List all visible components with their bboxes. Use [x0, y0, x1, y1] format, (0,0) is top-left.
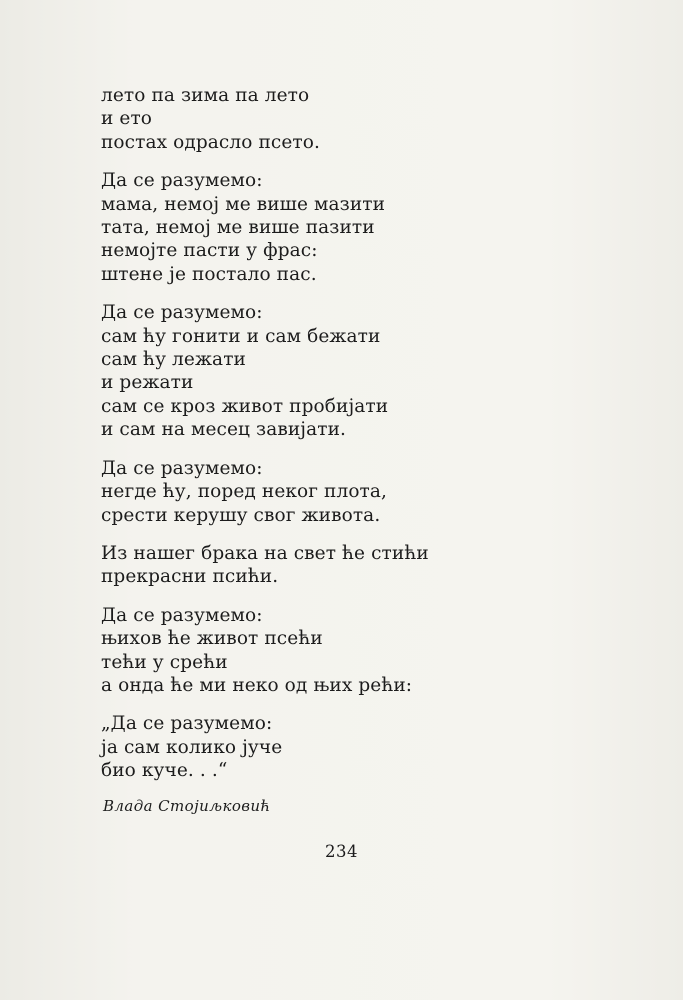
poem-line: штене је постало пас. — [101, 263, 317, 285]
author-signature: Влада Стојиљковић — [103, 797, 271, 815]
poem-line: и сам на месец завијати. — [101, 419, 347, 441]
poem-line: прекрасни псићи. — [101, 566, 279, 588]
poem-line: а онда ће ми неко од њих рећи: — [101, 674, 413, 696]
poem-line: немојте пасти у фрас: — [101, 240, 318, 262]
poem-line: био куче. . .“ — [101, 760, 228, 782]
poem-line: мама, немој ме више мазити — [101, 193, 386, 215]
poem-line: Да се разумемо: — [101, 170, 263, 192]
poem-stanza — [101, 712, 541, 782]
poem-line: ја сам колико јуче — [101, 736, 283, 758]
poem-line: сам ћу лежати — [101, 349, 246, 371]
poem-stanza — [101, 457, 541, 527]
poem-line: сам се кроз живот пробијати — [101, 395, 389, 417]
poem-line: сам ћу гонити и сам бежати — [101, 325, 381, 347]
poem-line: Из нашег брака на свет ће стићи — [101, 542, 429, 564]
poem-line: и ето — [101, 108, 153, 130]
poem-line: лето па зима па лето — [101, 85, 310, 106]
poem-line: и режати — [101, 372, 194, 394]
poem-stanza — [101, 542, 541, 589]
poem-stanza — [101, 84, 541, 154]
poem-line: Да се разумемо: — [101, 457, 263, 479]
poem-stanza — [101, 301, 541, 441]
poem-line: тећи у срећи — [101, 651, 228, 673]
poem-stanza — [101, 604, 541, 698]
poem-line: постах одрасло псето. — [101, 131, 320, 153]
poem-line: Да се разумемо: — [101, 604, 263, 626]
poem-line: њихов ће живот псећи — [101, 628, 323, 650]
poem-line: срести керушу свог живота. — [101, 504, 381, 526]
poem-line: негде ћу, поред неког плота, — [101, 481, 387, 503]
poem-stanza — [101, 169, 541, 286]
poem-text — [101, 84, 541, 798]
poem-line: тата, немој ме више пазити — [101, 217, 375, 239]
page-number: 234 — [325, 842, 358, 861]
poem-line: „Да се разумемо: — [101, 713, 273, 735]
poem-line: Да се разумемо: — [101, 302, 263, 324]
